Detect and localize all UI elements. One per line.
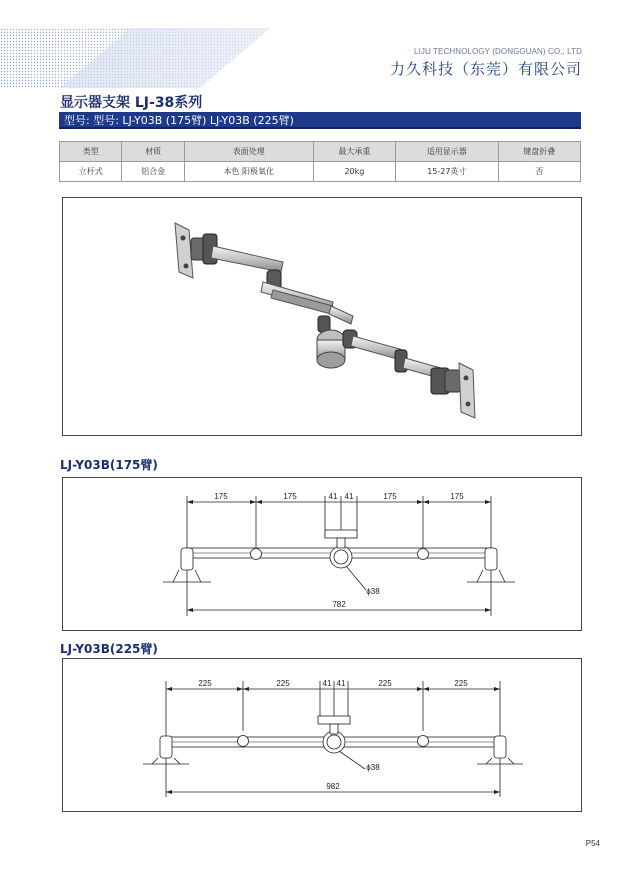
spec-header-cell: 表面处理 (184, 142, 313, 162)
dim-225-5: 225 (378, 679, 392, 688)
dim-175-4: 41 (344, 492, 354, 501)
product-photo-frame (62, 197, 582, 436)
center-clamp (317, 330, 357, 368)
spec-header-cell: 适用显示器 (396, 142, 498, 162)
spec-header-cell: 类型 (60, 142, 122, 162)
spec-cell: 15-27英寸 (396, 162, 498, 182)
spec-header-cell: 最大承重 (313, 142, 395, 162)
spec-table (59, 141, 581, 182)
dim-175-1: 175 (214, 492, 228, 501)
dim-225-total: 982 (326, 782, 340, 791)
diagram-175-label: LJ-Y03B(175臂) (60, 458, 158, 472)
spec-cell: 本色 阳极氧化 (184, 162, 313, 182)
dim-225-4: 41 (336, 679, 346, 688)
dim-225-6: 225 (454, 679, 468, 688)
spec-cell: 铝合金 (122, 162, 184, 182)
diagram-225-label: LJ-Y03B(225臂) (60, 642, 158, 656)
dim-225-3: 41 (322, 679, 332, 688)
product-photo (63, 198, 581, 435)
dim-225-diameter: ϕ38 (366, 763, 380, 772)
model-bar: 型号: 型号: LJ-Y03B (175臂) LJ-Y03B (225臂) (59, 112, 581, 129)
diagram-175 (63, 478, 581, 630)
spec-table-row (60, 162, 581, 182)
dim-175-2: 175 (283, 492, 297, 501)
header-dot-pattern (0, 28, 300, 88)
dim-175-3: 41 (328, 492, 338, 501)
dim-225-1: 225 (198, 679, 212, 688)
left-vesa-plate (175, 223, 217, 278)
diagram-225 (63, 659, 581, 811)
company-name-en: LIJU TECHNOLOGY (DONGGUAN) CO., LTD (414, 47, 582, 56)
company-name-cn: 力久科技（东莞）有限公司 (389, 60, 582, 78)
spec-cell: 20kg (313, 162, 395, 182)
dim-175-5: 175 (383, 492, 397, 501)
spec-header-cell: 材质 (122, 142, 184, 162)
dim-175-total: 782 (332, 600, 346, 609)
dim-175-diameter: ϕ38 (366, 587, 380, 596)
page-number: P54 (585, 839, 600, 848)
spec-header-cell: 键盘折叠 (498, 142, 580, 162)
spec-cell: 立杆式 (60, 162, 122, 182)
dim-175-6: 175 (450, 492, 464, 501)
page-title: 显示器支架 LJ-38系列 (60, 95, 203, 111)
right-vesa-plate (431, 363, 475, 418)
dim-225-2: 225 (276, 679, 290, 688)
diagram-225-frame (62, 658, 582, 812)
spec-cell: 否 (498, 162, 580, 182)
diagram-175-frame (62, 477, 582, 631)
spec-table-header-row (60, 142, 581, 162)
